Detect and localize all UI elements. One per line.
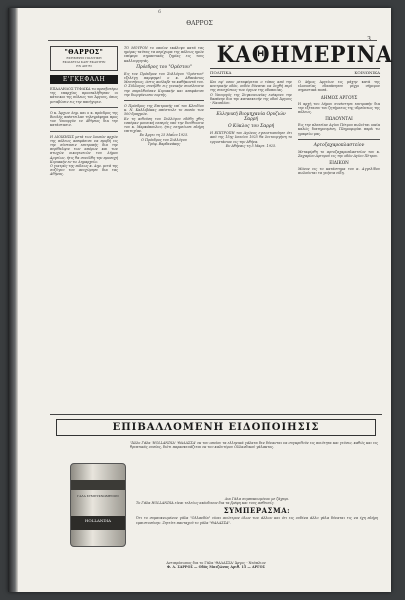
binding-edge (8, 8, 18, 592)
header-rule (48, 40, 377, 41)
ad-conclusion-heading: ΣΥΜΠΕΡΑΣΜΑ: (223, 506, 291, 516)
sign-person: Τρύφ. Βαρδανάκης (147, 141, 181, 146)
ad-paragraph: Ότι το συμπυκνωμένον γάλα "Ολλανδία" είναι ανώτερον όλων των άλλων και ότι εις ουδένα άλλο γάλα δύναται τις να έχη πλήρη εμπιστοσύνην. Ζητείτε πανταχού το γάλα "ΘΑΛΑΣΣΑ". (136, 516, 378, 525)
article-heading: Αρτοζαχαροπλαστείον (313, 142, 365, 148)
ad-paragraph: Το Γάλα HOLLANDIA είναι τελείως ακίνδυνον δια τα βρέφη και τους ασθενείς. (136, 501, 275, 506)
article-paragraph: Ο Πρόεδρος της Επιτροπής επί του Κλειδίου κ. Ν. Καλλιβόκας απέστειλε το ποσόν των 500 δραχμών. (124, 104, 204, 117)
running-head: ΘΑΡΡΟΣ (186, 20, 213, 27)
sign-date: Εν Άργει τη 25 Μαΐου 1925. (139, 133, 189, 138)
ad-footer-line: Αντιπρόσωπος δια το Γάλα 'ΘΑΛΑΣΣΑ' Άργος - Ναύπλιον (166, 560, 266, 565)
masthead-ad-box (50, 46, 118, 71)
article-heading: Πρόεδρος του "Ορέστου" (136, 64, 192, 70)
divider (210, 108, 292, 109)
milk-can-illustration (70, 463, 126, 547)
section-banner: Ε'ΓΚΕΦΑΛΗ (50, 75, 118, 84)
article-paragraph: Και εφ' οσον μεταφέρεται ο τόπος από την κεντρικήν οδόν, ουδέν δύναται να λεχθή περί της συνεχίσεως των έργων της οδοποιίας. (210, 80, 292, 93)
ad-footer-line: Φ. Δ. ΣΑΡΡΟΣ — Οδός Μαιζώνος Αριθ. 15 — ΑΡΓΟΣ (167, 564, 265, 569)
can-label: ΓΑΛΑ ΣΥΜΠΥΚΝΩΜΕΝΟΝ (77, 494, 119, 498)
col3-right (298, 80, 380, 176)
article-paragraph: ΤΟ ΜΟΥΡΟΝ το οποίον εκάλυψε κατά τας ημέρας ταύτας τα περίχωρα της πόλεως ημών επέφερε σημαντικάς ζημίας εις τους καλλιεργητάς. (124, 46, 204, 63)
column-1 (50, 46, 118, 177)
article-heading: ΔΗΜΟΣ ΑΡΓΟΥΣ (320, 94, 358, 100)
newspaper-page (8, 8, 391, 592)
article-paragraph: Εν τη αιθούση του Συλλόγου εδόθη χθες εσπέραν μουσική εσπερίς υπό την διεύθυνσιν του κ. Μαρκόπουλου, ήτις εσημείωσε πλήρη επιτυχίαν. (124, 116, 204, 134)
ad-paragraph: "Άλλο Γάλα 'HOLLANDIA' 'ΘΑΛΑΣΣΑ' εκ του οποίου τα ελληνικά γάλατα δεν δύνανται να συγκριθούν εις ποιότητα και γεύσιν, καθώς και εις θρεπτικάς ουσίας, διότι παρασκευάζεται εκ του καλυτέρου Ολλανδικού γάλακτος. (130, 441, 378, 450)
column-3 (210, 42, 393, 176)
article-paragraph: Η αρχή του Δήμου συνέστησε επιτροπήν δια την εξέτασιν του ζητήματος της υδρεύσεως της πόλεως. (298, 101, 381, 115)
can-brand: HOLLANDIA (84, 518, 112, 523)
divider (298, 139, 380, 140)
page-number: 3 (367, 36, 371, 43)
ad-text-top (130, 441, 378, 449)
article-paragraph: Ο γιατρός της πόλεως κ. Δημ. μετά της συζύγου του ανεχώρησε δια τας Αθήνας. (50, 164, 118, 177)
ad-title: "ΘΑΡΡΟΣ" (64, 49, 104, 56)
ad-line: ΕΝ ΑΡΓΕΙ (76, 64, 92, 68)
sub-right: ΚΟΙΝΩΝΙΚΑ (354, 70, 380, 75)
section-masthead: ΚΑΘΗΜΕΡΙΝΑ (216, 42, 393, 68)
sub-left: ΠΟΛΙΤΙΚΑ (210, 70, 232, 75)
article-date: Εν Αθήναις τη 5 Μαρτ. 1925. (225, 143, 277, 148)
article-heading: Ελληνική Βιομηχανία Ορυζιών Σαρρή (216, 112, 286, 123)
leaf-number: 6 (158, 9, 162, 15)
column-2 (124, 46, 204, 146)
article-paragraph: Η ΕΠΙΤΡΟΠΗ του Αγώνος εγνωστοποίησε ότι από της 15ης Ιουνίου 1925 θα λειτουργήση το εργοστάσιον εις την Αθήνα. (210, 131, 292, 144)
article-paragraph: Μόνον εις το κατάστημα του κ. Αγγελίδου πωλούνται τα γνήσια είδη. (298, 167, 380, 176)
divider (50, 107, 118, 108)
ad-paragraph: Δια Γάλα συμπυκνωμένον με ζάχαρι. (224, 497, 290, 501)
article-paragraph: Εις την πλατείαν Αγίου Πέτρου πωλείται οικία καλώς διατηρουμένη. Πληροφορίαι παρά τω γραφείω μας. (298, 123, 380, 136)
article-heading: ΕΙΔΙΚΟΝ (329, 160, 349, 166)
ad-headline: ΕΠΙΒΑΛΛΟΜΕΝΗ ΕΙΔΟΠΟΙΗΣΙΣ (56, 419, 376, 436)
article-paragraph: Μεταφέρθη το αρτοζαχαροπλαστείον του κ. Ζαχαρίου Αρτυρού εις την οδόν Αγίου Πέτρου. (298, 149, 380, 159)
article-paragraph: Ο Υπουργός της Συγκοινωνίας ενέκρινε την δαπάνην δια την κατασκευήν της οδού Άργους - Ναυπλίου. (210, 92, 292, 106)
article-paragraph: Ο Δήμος Αργείων εις μάχην κατά της ελονοσίας εδαπάνησεν μέχρι σήμερον σημαντικά ποσά. (298, 80, 380, 93)
sign-title: Ο Πρόεδρος του Συλλόγου (141, 137, 187, 142)
ad-footer (50, 561, 382, 569)
article-paragraph: Ο κ. Άρχων Δημ. και ο κ. πρόεδρος της Βουλής απέστειλαν τηλεγράφημα προς τον Υπουργόν εν Αθήναις δια την κατάστασιν. (50, 110, 118, 128)
ad-line: ΕΦΗΜΕΡΙΣ ΠΟΛΙΤΙΚΗ (66, 56, 102, 60)
article-paragraph: Εις τον Πρόεδρον του Συλλόγου "Ορέστου" εξελέγη παμψηφεί ο κ. Αθανάσιος Μεσσήνιος, όστις ανέλαβε τα καθήκοντά του. (124, 71, 204, 85)
can-band (71, 480, 125, 490)
article-heading: Ο Κύκλος του Σαρρή (227, 124, 275, 130)
divider (50, 131, 118, 132)
divider (124, 100, 204, 101)
milk-advertisement (50, 414, 382, 571)
article-paragraph: Ο Σύλλογος συνήλθε εις γενικήν συνέλευσιν την παρελθούσαν Κυριακήν και απεφάσισε την διοργάνωσιν εορτής. (124, 84, 204, 97)
article-paragraph: ΕΠΑΛΛΗΛΟΣ ΤΥΦΛΙΚΑ τω πρεσβυτέρω της επαρχίας προσεκλήθησαν οι κάτοικοι της πόλεως του Άργους, όπως μεταβώσιν εις την πανήγυριν. (50, 87, 118, 104)
masthead-subline (210, 68, 380, 77)
ad-text-right (136, 497, 378, 525)
ad-line: ΕΚΔΙΔΕΤΑΙ ΚΑΘ' ΕΚΑΣΤΗΝ (62, 60, 106, 64)
article-heading: ΠΩΛΟΥΝΤΑΙ (325, 116, 353, 122)
col3-grid (210, 80, 380, 176)
col3-left (210, 80, 292, 176)
article-paragraph: Η ΔΙΟΙΚΗΣΙΣ μετά των λοιπών αρχών της πόλεως απεφάσισε να προβή εις την σύστασιν επιτροπής δια την περίθαλψιν των απόρων και των πτωχών οικογενειών του Δήμου Αργείων, ήτις θα συνέλθη την προσεχή Κυριακήν εν τω Δημαρχείω. (50, 134, 118, 164)
